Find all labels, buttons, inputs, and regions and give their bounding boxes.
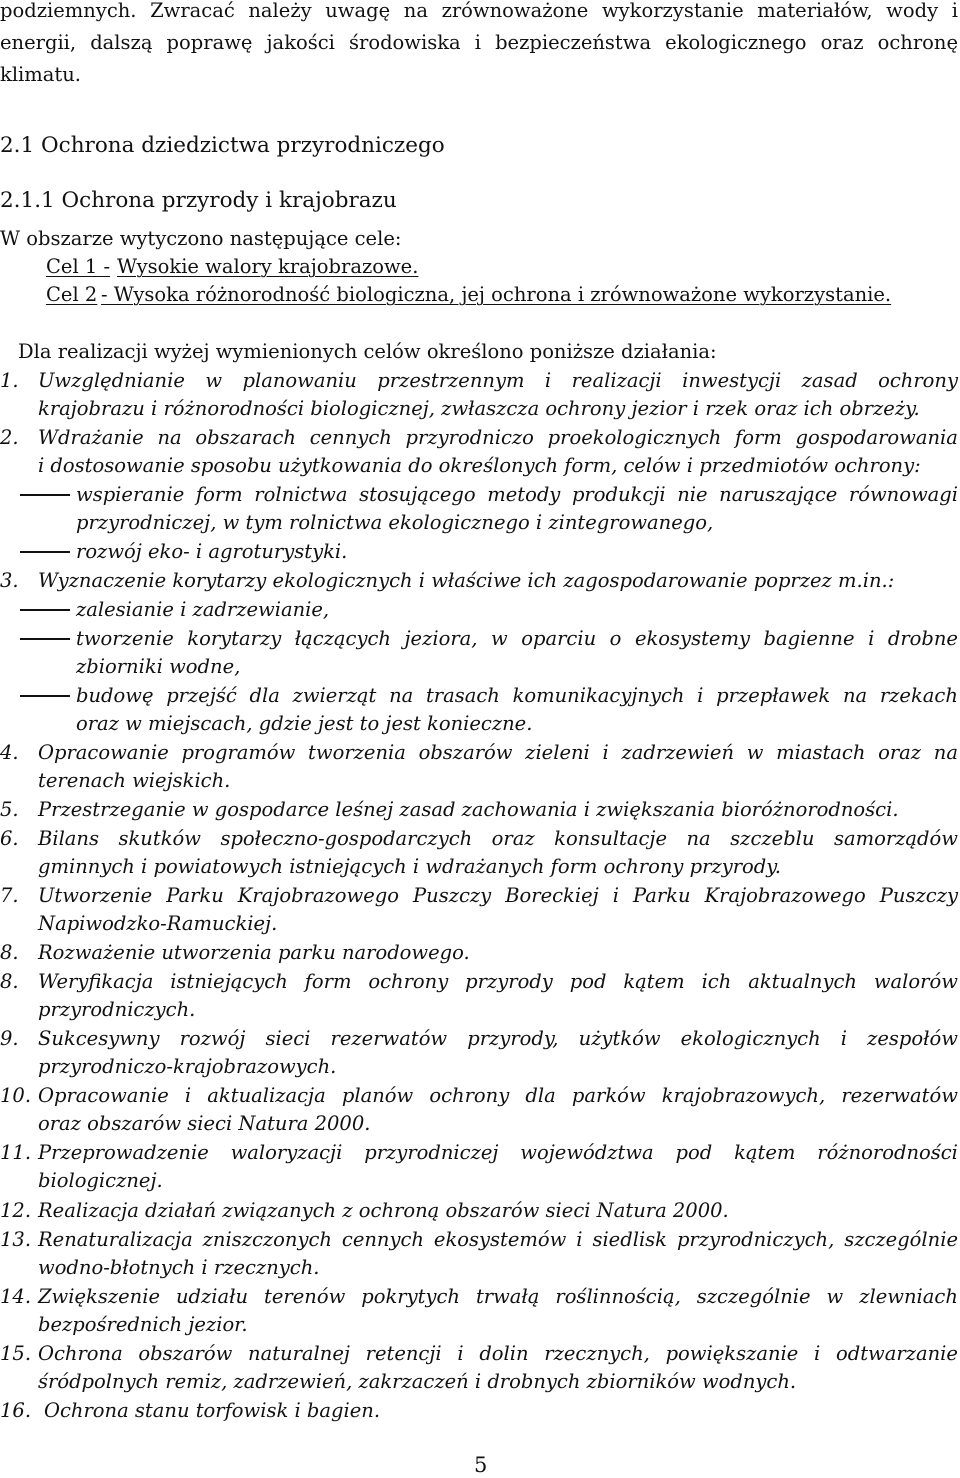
word: zwierząt xyxy=(292,684,377,707)
word: przyrodniczej xyxy=(364,1141,499,1164)
word: wspieranie xyxy=(76,483,185,506)
action-text-line: Realizacja działań związanych z ochroną obszarów sieci Natura 2000. xyxy=(38,1199,729,1222)
word: szczególnie xyxy=(696,1285,811,1308)
action-number: 10. xyxy=(0,1084,32,1107)
action-text-line xyxy=(38,423,958,452)
action-text-line: Rozważenie utworzenia parku narodowego. xyxy=(38,941,470,964)
word: programów xyxy=(181,741,296,764)
word: miastach xyxy=(776,741,866,764)
word: i xyxy=(612,884,619,907)
bullet-text-line: przyrodniczej, w tym rolnictwa ekologicznego i zintegrowanego, xyxy=(76,511,714,534)
word: przestrzennym xyxy=(377,369,525,392)
action-number: 11. xyxy=(0,1141,32,1164)
word: oparciu xyxy=(521,627,597,650)
word: oraz xyxy=(820,31,864,54)
word: budowę xyxy=(76,684,154,707)
word: parków xyxy=(571,1084,646,1107)
word: istniejących xyxy=(170,970,288,993)
word: Weryfikacja xyxy=(38,970,154,993)
action-text-line: oraz obszarów sieci Natura 2000. xyxy=(38,1112,371,1135)
word: Uwzględnianie xyxy=(38,369,185,392)
word: Krajobrazowego xyxy=(704,884,866,907)
word: i xyxy=(868,627,875,650)
word: bezpieczeństwa xyxy=(495,31,652,54)
action-text-line: Wyznaczenie korytarzy ekologicznych i właściwe ich zagospodarowanie poprzez m.in.: xyxy=(38,569,895,592)
action-text-line: śródpolnych remiz, zadrzewień, zakrzaczeń i drobnych zbiorników wodnych. xyxy=(38,1370,797,1393)
action-text-line xyxy=(38,1282,958,1311)
bullet-text-line: zbiorniki wodne, xyxy=(76,655,241,678)
word: o xyxy=(609,627,622,650)
word: wody xyxy=(886,0,939,22)
word: ochrony xyxy=(368,970,449,993)
action-text-line xyxy=(38,1138,958,1167)
word: ich xyxy=(701,970,732,993)
word: trasach xyxy=(425,684,500,707)
word: i xyxy=(814,1342,821,1365)
word: ochronę xyxy=(877,31,958,54)
word: i xyxy=(544,369,552,392)
word: Boreckiej xyxy=(505,884,599,907)
word: na xyxy=(686,827,711,850)
word: udziału xyxy=(175,1285,249,1308)
action-text-line xyxy=(38,1339,958,1368)
word: na xyxy=(389,684,414,707)
action-number: 4. xyxy=(0,741,19,764)
word: form xyxy=(195,483,243,506)
word: skutków xyxy=(118,827,201,850)
word: siedlisk xyxy=(592,1228,668,1251)
word: ekologicznych xyxy=(680,1027,821,1050)
word: form xyxy=(735,426,782,449)
word: ochrony xyxy=(878,369,958,392)
action-text-line: wodno-błotnych i rzecznych. xyxy=(38,1256,320,1279)
action-number: 3. xyxy=(0,569,19,592)
word: rzecznych, xyxy=(544,1342,650,1365)
word: Sukcesywny xyxy=(38,1027,160,1050)
word: zieleni xyxy=(525,741,590,764)
word: jakości xyxy=(266,31,335,54)
word: kątem xyxy=(734,1141,796,1164)
action-number: 15. xyxy=(0,1342,32,1365)
word: wykorzystanie xyxy=(601,0,744,22)
word: metody xyxy=(487,483,561,506)
action-text-line: i dostosowanie sposobu użytkowania do określonych form, celów i przedmiotów ochrony: xyxy=(38,454,921,477)
word: i xyxy=(184,1084,192,1107)
word: Parku xyxy=(632,884,691,907)
word: Krajobrazowego xyxy=(237,884,399,907)
goal-2-label: Cel 2 xyxy=(46,283,98,306)
bullet-dash-icon xyxy=(20,638,70,640)
word: inwestycji xyxy=(682,369,782,392)
word: naturalnej xyxy=(248,1342,350,1365)
word: Zwiększenie xyxy=(38,1285,160,1308)
word: dla xyxy=(525,1084,556,1107)
word: i xyxy=(457,1342,464,1365)
action-text-line: bezpośrednich jezior. xyxy=(38,1313,248,1336)
word: zniszczonych xyxy=(202,1228,332,1251)
action-text-line: przyrodniczo-krajobrazowych. xyxy=(38,1055,337,1078)
word: województwa xyxy=(520,1141,654,1164)
word: na xyxy=(157,426,182,449)
word: zrównoważone xyxy=(441,0,589,22)
action-number: 14. xyxy=(0,1285,32,1308)
word: i xyxy=(951,0,958,22)
section-heading: 2.1 Ochrona dziedzictwa przyrodniczego xyxy=(0,133,445,158)
action-text-line xyxy=(38,366,958,395)
word: dla xyxy=(249,684,280,707)
word: środowiska xyxy=(349,31,461,54)
word: produkcji xyxy=(571,483,666,506)
word: rozwój xyxy=(179,1027,246,1050)
word: Renaturalizacja xyxy=(38,1228,193,1251)
word: w xyxy=(491,627,508,650)
word: materiałów, xyxy=(757,0,873,22)
bullet-dash-icon xyxy=(20,695,70,697)
word: bagienne xyxy=(763,627,855,650)
word: dalszą xyxy=(90,31,153,54)
word: cennych xyxy=(309,426,392,449)
word: równowagi xyxy=(848,483,958,506)
word: tworzenia xyxy=(308,741,406,764)
word: aktualizacja xyxy=(207,1084,326,1107)
word: form xyxy=(304,970,352,993)
word: retencji xyxy=(365,1342,442,1365)
word: w xyxy=(746,741,764,764)
word: odtwarzanie xyxy=(835,1342,958,1365)
word: cennych xyxy=(341,1228,424,1251)
word: i xyxy=(474,31,481,54)
word: i xyxy=(840,1027,848,1050)
action-number: 13. xyxy=(0,1228,32,1251)
action-text-line: krajobrazu i różnorodności biologicznej, zwłaszcza ochrony jezior i rzek oraz ich obrzeży. xyxy=(38,397,920,420)
word: szczeblu xyxy=(730,827,815,850)
word: zespołów xyxy=(867,1027,958,1050)
word: Bilans xyxy=(38,827,99,850)
word: na xyxy=(933,741,958,764)
word: i xyxy=(602,741,609,764)
word: zlewniach xyxy=(859,1285,958,1308)
word: sieci xyxy=(265,1027,311,1050)
word: pod xyxy=(569,970,607,993)
action-text-line xyxy=(38,824,958,853)
bullet-text-line: oraz w miejscach, gdzie jest to jest konieczne. xyxy=(76,712,533,735)
word: jeziora, xyxy=(404,627,478,650)
goals-intro: W obszarze wytyczono następujące cele: xyxy=(0,227,402,250)
bullet-dash-icon xyxy=(20,609,70,611)
word: przyrody xyxy=(465,970,553,993)
word: realizacji xyxy=(571,369,662,392)
word: roślinnością, xyxy=(555,1285,681,1308)
action-text-line: terenach wiejskich. xyxy=(38,769,231,792)
word: rzekach xyxy=(879,684,958,707)
word: komunikacyjnych xyxy=(512,684,685,707)
action-text-line: Napiwodzko-Ramuckiej. xyxy=(38,912,278,935)
word: przyrody, xyxy=(467,1027,559,1050)
word: różnorodności xyxy=(817,1141,958,1164)
word: Parku xyxy=(166,884,224,907)
action-number: 2. xyxy=(0,426,19,449)
word: obszarach xyxy=(195,426,296,449)
action-text-line xyxy=(38,1024,958,1053)
word: przejść xyxy=(166,684,237,707)
bullet-dash-icon xyxy=(20,494,70,496)
word: przyrodniczych, xyxy=(676,1228,835,1251)
action-number: 6. xyxy=(0,827,19,850)
action-number: 7. xyxy=(0,884,19,907)
word: waloryzacji xyxy=(230,1141,343,1164)
action-text-line: Przestrzeganie w gospodarce leśnej zasad zachowania i zwiększania bioróżnorodności. xyxy=(38,798,899,821)
word: Puszczy xyxy=(879,884,958,907)
action-text-line xyxy=(38,967,958,996)
action-number: 12. xyxy=(0,1199,32,1222)
action-number: 8. xyxy=(0,941,19,964)
word: rolnictwa xyxy=(254,483,348,506)
word: energii, xyxy=(0,31,77,54)
goal-1-text: Wysokie walory krajobrazowe. xyxy=(117,255,419,278)
intro-line-2 xyxy=(0,28,958,57)
word: Utworzenie xyxy=(38,884,153,907)
word: obszarów xyxy=(418,741,513,764)
word: terenów xyxy=(264,1285,346,1308)
word: konsultacje xyxy=(554,827,668,850)
word: tworzenie xyxy=(76,627,174,650)
bullet-text-line: rozwój eko- i agroturystyki. xyxy=(76,540,348,563)
word: i xyxy=(697,684,704,707)
word: rezerwatów xyxy=(330,1027,448,1050)
word: naruszające xyxy=(719,483,838,506)
word: rezerwatów xyxy=(841,1084,958,1107)
action-text-line xyxy=(38,1225,958,1254)
word: drobne xyxy=(887,627,958,650)
word: dolin xyxy=(479,1342,529,1365)
word: pod xyxy=(675,1141,713,1164)
word: planowaniu xyxy=(242,369,357,392)
word: ochrony xyxy=(429,1084,510,1107)
bullet-text-line xyxy=(76,624,958,653)
word: na xyxy=(842,684,868,707)
word: gospodarowania xyxy=(795,426,958,449)
word: Zwracać xyxy=(150,0,235,22)
word: użytków xyxy=(578,1027,661,1050)
word: zasad xyxy=(801,369,858,392)
action-text-line: Ochrona stanu torfowisk i bagien. xyxy=(44,1399,381,1422)
action-text-line: gminnych i powiatowych istniejących i wdrażanych form ochrony przyrody. xyxy=(38,855,781,878)
word: powiększanie xyxy=(665,1342,799,1365)
word: łączących xyxy=(294,627,391,650)
word: i xyxy=(576,1228,583,1251)
action-number: 5. xyxy=(0,798,19,821)
word: Ochrona xyxy=(38,1342,123,1365)
action-text-line: przyrodniczych. xyxy=(38,998,196,1021)
word: korytarzy xyxy=(187,627,282,650)
action-text-line xyxy=(38,1081,958,1110)
action-number: 8. xyxy=(0,970,19,993)
word: uwagę xyxy=(325,0,391,22)
action-number: 1. xyxy=(0,369,19,392)
word: trwałą xyxy=(475,1285,540,1308)
page-number: 5 xyxy=(474,1453,488,1477)
word: na xyxy=(403,0,428,22)
goal-2-text: - Wysoka różnorodność biologiczna, jej ochrona i zrównoważone wykorzystanie. xyxy=(101,283,892,306)
word: Przeprowadzenie xyxy=(38,1141,209,1164)
word: ekosystemy xyxy=(634,627,750,650)
word: kątem xyxy=(623,970,685,993)
word: przepławek xyxy=(716,684,831,707)
word: w xyxy=(205,369,223,392)
word: oraz xyxy=(878,741,922,764)
word: oraz xyxy=(491,827,535,850)
word: pokrytych xyxy=(361,1285,460,1308)
word: stosującego xyxy=(359,483,476,506)
intro-line-3: klimatu. xyxy=(0,63,81,86)
word: ekologicznego xyxy=(665,31,807,54)
word: aktualnych xyxy=(748,970,857,993)
action-text-line xyxy=(38,738,958,767)
word: nie xyxy=(677,483,708,506)
word: przyrodniczo xyxy=(405,426,534,449)
bullet-text-line xyxy=(76,681,958,710)
word: poprawę xyxy=(166,31,253,54)
word: planów xyxy=(341,1084,414,1107)
word: walorów xyxy=(873,970,958,993)
goal-1-label: Cel 1 - xyxy=(46,255,111,278)
word: szczególnie xyxy=(844,1228,958,1251)
bullet-dash-icon xyxy=(20,551,70,553)
word: podziemnych. xyxy=(0,0,137,22)
bullet-text-line: zalesianie i zadrzewianie, xyxy=(76,598,330,621)
action-number: 9. xyxy=(0,1027,19,1050)
intro-line-1 xyxy=(0,0,958,25)
action-text-line xyxy=(38,881,958,910)
action-text-line: biologicznej. xyxy=(38,1169,163,1192)
word: samorządów xyxy=(833,827,958,850)
word: ekosystemów xyxy=(433,1228,567,1251)
subsection-heading: 2.1.1 Ochrona przyrody i krajobrazu xyxy=(0,188,397,213)
word: Opracowanie xyxy=(38,1084,169,1107)
word: społeczno-gospodarczych xyxy=(220,827,473,850)
word: zadrzewień xyxy=(621,741,734,764)
word: Puszczy xyxy=(413,884,492,907)
bullet-text-line xyxy=(76,480,958,509)
actions-intro: Dla realizacji wyżej wymienionych celów określono poniższe działania: xyxy=(18,340,717,363)
word: proekologicznych xyxy=(547,426,722,449)
action-number: 16. xyxy=(0,1399,32,1422)
word: obszarów xyxy=(138,1342,233,1365)
word: należy xyxy=(248,0,312,22)
word: krajobrazowych, xyxy=(661,1084,826,1107)
word: Wdrażanie xyxy=(38,426,144,449)
word: w xyxy=(826,1285,844,1308)
word: Opracowanie xyxy=(38,741,169,764)
